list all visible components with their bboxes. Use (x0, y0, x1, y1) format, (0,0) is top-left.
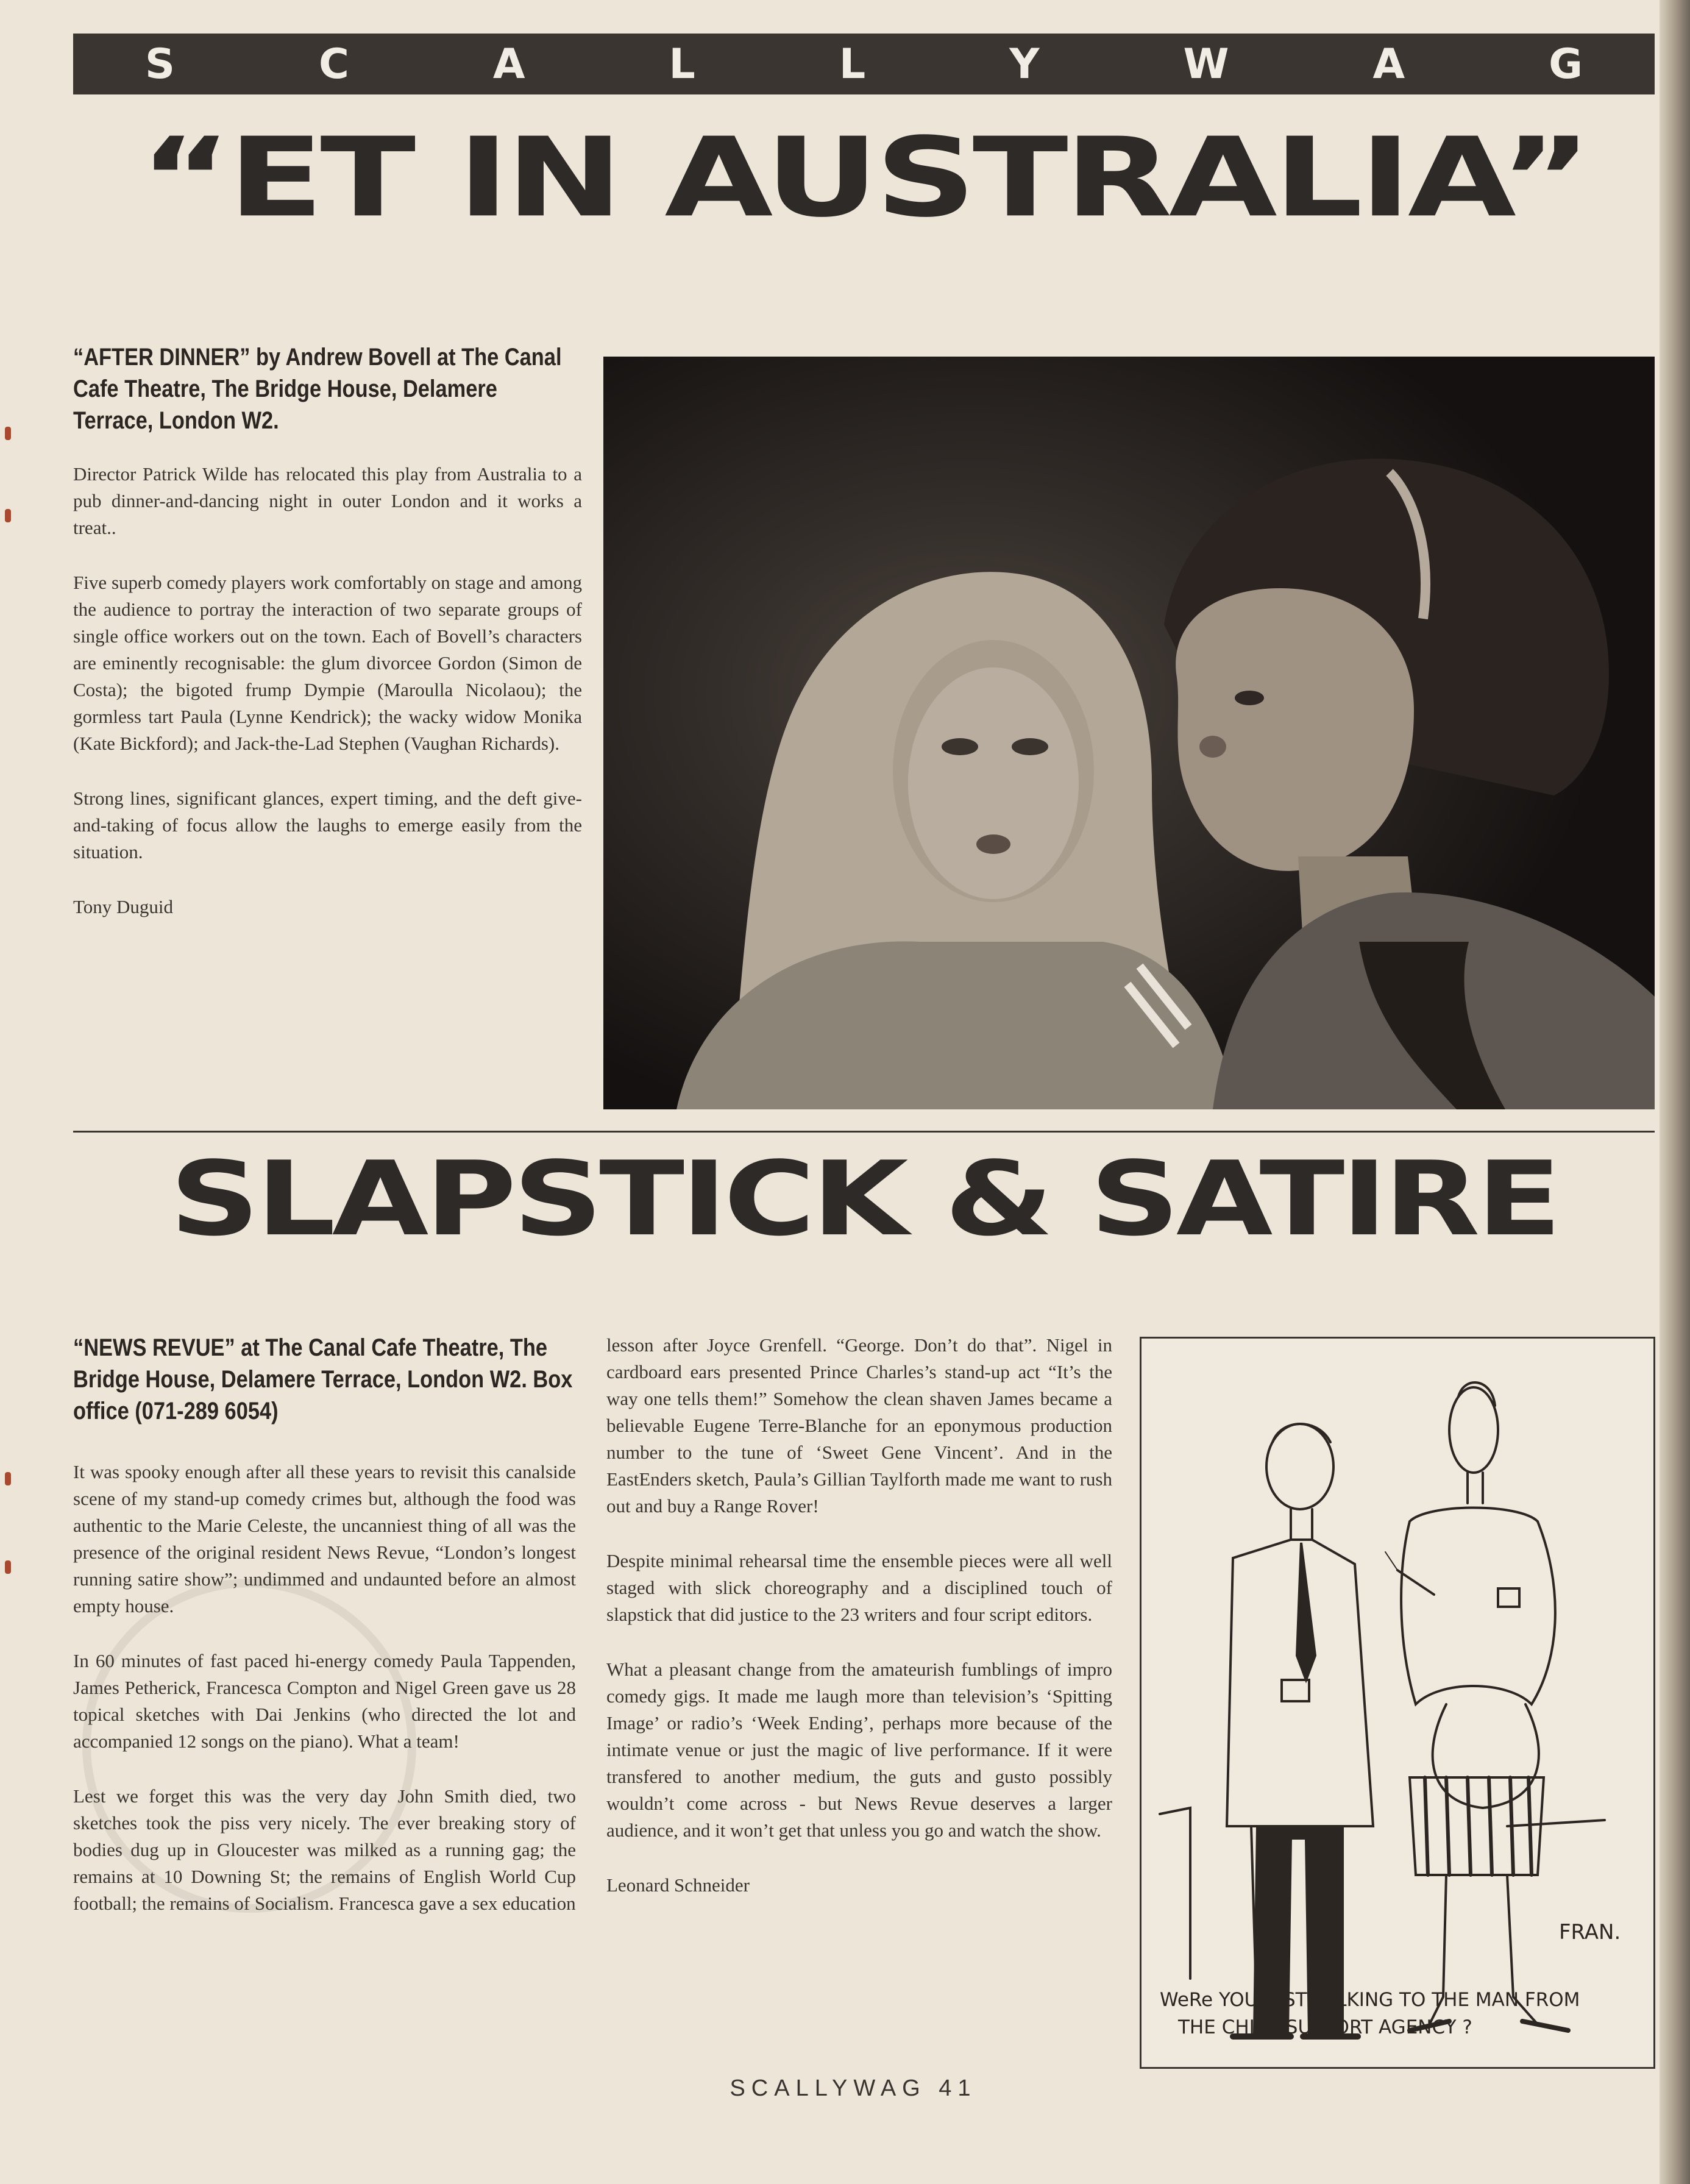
production-photo (603, 357, 1655, 1109)
cartoon-panel (1140, 1337, 1655, 2069)
staple-mark (5, 427, 11, 440)
staple-mark (5, 1560, 11, 1574)
page-edge (1660, 0, 1690, 2184)
review-2-body-1 (73, 1459, 576, 1917)
masthead-letter: W (1183, 40, 1229, 88)
masthead-letter: C (318, 40, 349, 88)
cartoon-caption-line-1: WeRe YOU JUST TALKING TO THE MAN FROM (1160, 1989, 1580, 2011)
review-2-column-1 (73, 1332, 576, 1945)
review-2-headline: SLAPSTICK & SATIRE (169, 1140, 1558, 1259)
staple-mark (5, 509, 11, 522)
production-photo-illustration (603, 357, 1655, 1109)
review-1-paragraph: Director Patrick Wilde has relocated this play from Australia to a pub dinner-and-dancing night in outer London and it works a treat.. (73, 463, 582, 538)
masthead-letter: S (145, 40, 175, 88)
review-2-column-2 (606, 1332, 1112, 1899)
masthead-letter: Y (1009, 40, 1040, 88)
review-2-kicker: “NEWS REVUE” at The Canal Cafe Theatre, The Bridge House, Delamere Terrace, London W2. Box office (071-289 6054) (73, 1334, 573, 1425)
review-2-paragraph: What a pleasant change from the amateurish fumblings of impro comedy gigs. It made me laugh more than television’s ‘Spitting Image’ or radio’s ‘Week Ending’, perhaps more because of the intimate venue or just the magic of live performance. If it were transfered to another medium, the guts and gusto possibly wouldn’t come across - but News Revue deserves a larger audience, and it won’t get that unless you go and watch the show. (606, 1659, 1112, 1841)
cartoon-drawing (1141, 1339, 1653, 2067)
review-1-paragraph: Five superb comedy players work comfortably on stage and among the audience to portray the interaction of two separate groups of single office workers out on the town. Each of Bovell’s characters are eminently recognisable: the glum divorcee Gordon (Simon de Costa); the bigoted frump Dympie (Maroulla Nicolaou); the gormless tart Paula (Lynne Kendrick); the wacky widow Monika (Kate Bickford); and Jack-the-Lad Stephen (Vaughan Richards). (73, 572, 582, 754)
review-2-paragraph: In 60 minutes of fast paced hi-energy comedy Paula Tappenden, James Petherick, Francesca Compton and Nigel Green gave us 28 topical sketches with Dai Jenkins (who directed the lot and accompanied 12 songs on the piano). What a team! (73, 1650, 576, 1752)
review-1-paragraph: Strong lines, significant glances, expert timing, and the deft give-and-taking of focus allow the laughs to emerge easily from the situation. (73, 788, 582, 863)
cartoon-caption-line-2: THE CHILD SUPPORT AGENCY ? (1178, 2016, 1472, 2038)
review-2-paragraph: Lest we forget this was the very day John Smith died, two sketches took the piss very nicely. The ever breaking story of bodies dug up in Gloucester was milked as a running gag; the remains at 10 Downing St; the remains of English World Cup football; the remains of Socialism. Francesca gave a sex education (73, 1785, 576, 1914)
review-1-byline: Tony Duguid (73, 896, 174, 917)
review-2-paragraph: It was spooky enough after all these years to revisit this canalside scene of my stand-up comedy crimes but, although the food was authentic to the Marie Celeste, the uncanniest thing of all was the presence of the original resident News Revue, “London’s longest running satire show”; undimmed and undaunted before an almost empty house. (73, 1461, 576, 1617)
review-1-kicker: “AFTER DINNER” by Andrew Bovell at The Canal Cafe Theatre, The Bridge House, Delamere Terrace, London W2. (73, 344, 562, 434)
masthead-letter: A (1372, 40, 1405, 88)
review-2-paragraph: lesson after Joyce Grenfell. “George. Don’t do that”. Nigel in cardboard ears presented Prince Charles’s stand-up act “It’s the way one tells them!” Somehow the clean shaven James became a believable Eugene Terre-Blanche for an eponymous production number to the tune of ‘Sweet Gene Vincent’. And in the EastEnders sketch, Paula’s Gillian Taylforth made me want to rush out and buy a Range Rover! (606, 1334, 1112, 1517)
masthead-letter: A (492, 40, 525, 88)
review-2-byline: Leonard Schneider (606, 1874, 750, 1896)
review-1-column (73, 341, 582, 920)
review-1-body (73, 461, 582, 866)
review-1-headline: “ET IN AUSTRALIA” (140, 115, 1588, 242)
cartoon-signature: FRAN. (1559, 1920, 1621, 1944)
section-divider (73, 1131, 1655, 1133)
review-2-paragraph: Despite minimal rehearsal time the ensemble pieces were all well staged with slick choreography and a disciplined touch of slapstick that did justice to the 23 writers and four script editors. (606, 1550, 1112, 1625)
masthead-letter: L (669, 40, 695, 88)
staple-mark (5, 1472, 11, 1485)
review-2-body-2 (606, 1332, 1112, 1844)
page-folio: SCALLYWAG 41 (730, 2076, 977, 2101)
masthead-banner (73, 34, 1655, 94)
masthead-letter: G (1549, 40, 1583, 88)
masthead-letter: L (839, 40, 866, 88)
